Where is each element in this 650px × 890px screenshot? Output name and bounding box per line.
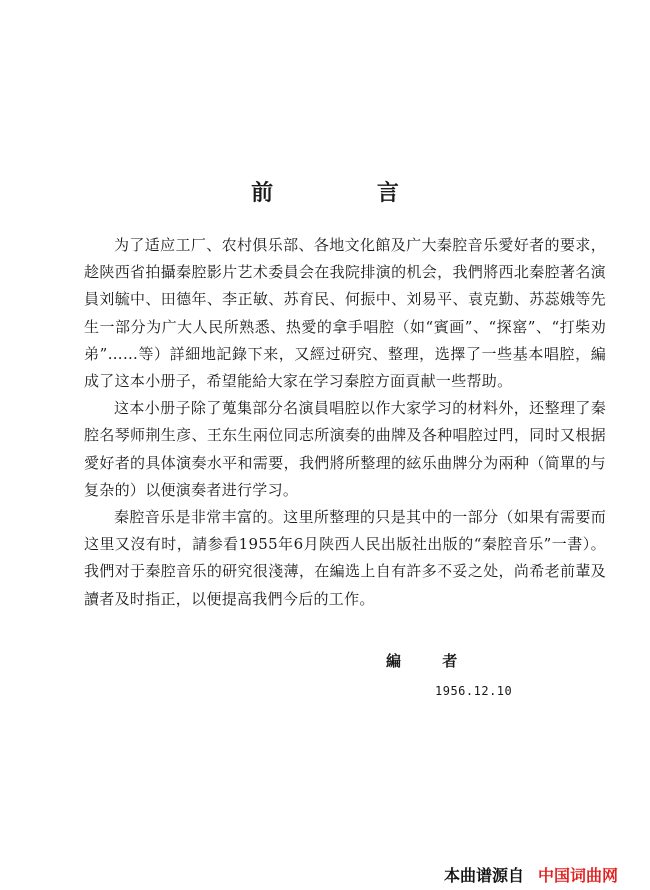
page-title: 前 言 <box>251 180 447 206</box>
date-line: 1956.12.10 <box>435 684 513 698</box>
paragraph-1: 为了适应工厂、农村俱乐部、各地文化館及广大秦腔音乐愛好者的要求，趁陕西省拍攝秦腔影片艺术委員会在我院排演的机会，我們將西北秦腔著名演員刘毓中、田德年、李正敏、苏育民、何振中、刘易平、袁克勤、苏蕊娥等先生一部分为广大人民所熟悉、热愛的拿手唱腔（如“賓画”、“探窰”、“打柴劝弟”……等）詳細地記錄下来，又經过研究、整理，选擇了一些基本唱腔，編成了这本小册子，希望能給大家在学习秦腔方面貢献一些帮助。 <box>84 236 606 391</box>
paragraph-2: 这本小册子除了蒐集部分名演員唱腔以作大家学习的材料外，还整理了秦腔名琴师荆生彦、王东生兩位同志所演奏的曲牌及各种唱腔过門，同时又根据愛好者的具体演奏水平和需要，我們將所整理的絃乐曲牌分为兩种（简單的与复杂的）以便演奏者进行学习。 <box>84 399 606 499</box>
author-signature: 編 者 <box>386 652 476 670</box>
paragraph-3: 秦腔音乐是非常丰富的。这里所整理的只是其中的一部分（如果有需要而这里又沒有时，請参看1955年6月陕西人民出版社出版的“秦腔音乐”一書）。我們对于秦腔音乐的研究很淺薄，在編选上自有許多不妥之处，尚希老前輩及讀者及时指正，以便提高我們今后的工作。 <box>84 508 606 608</box>
source-footer <box>444 866 618 886</box>
source-label: 本曲谱源自 <box>444 866 525 885</box>
site-name-link[interactable]: 中国词曲网 <box>538 866 619 885</box>
body-text <box>84 232 606 613</box>
